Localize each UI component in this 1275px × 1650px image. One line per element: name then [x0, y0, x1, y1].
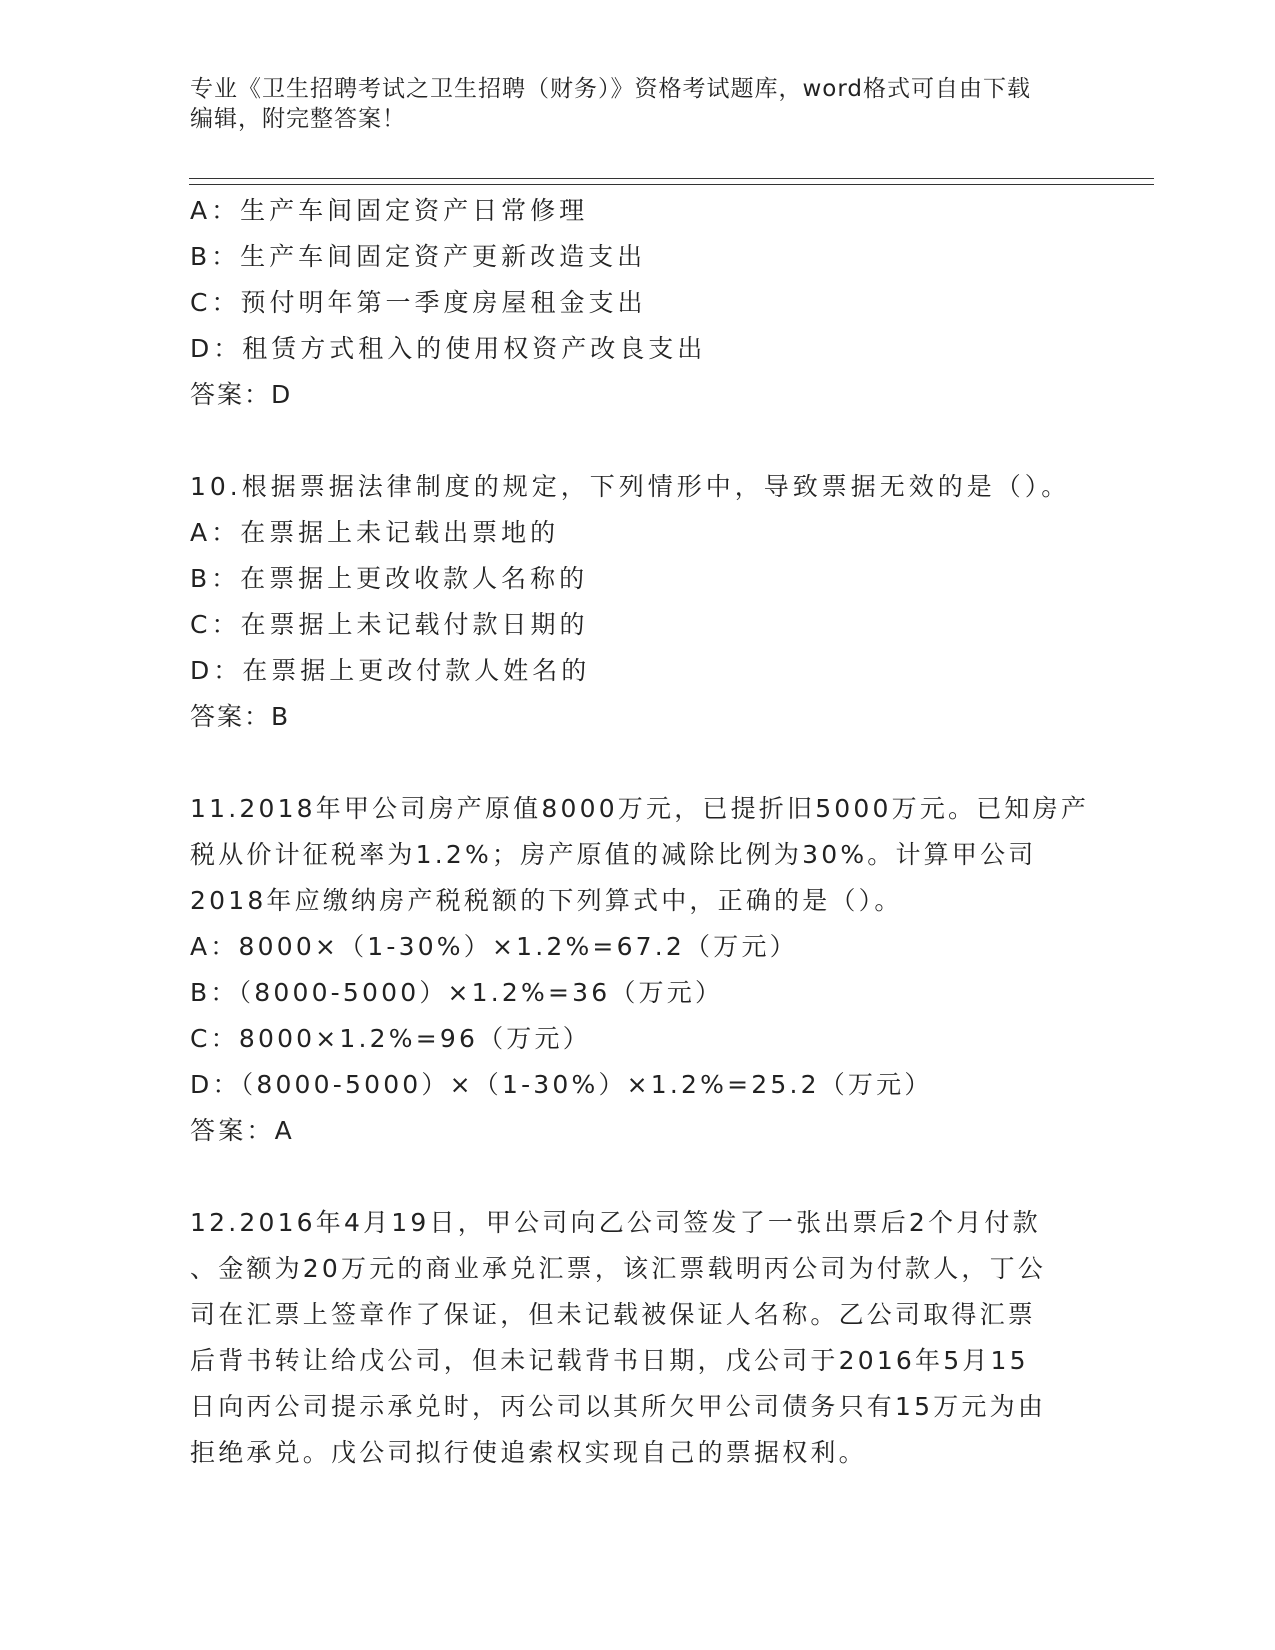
question-stem-line: 拒绝承兑。戊公司拟行使追索权实现自己的票据权利。: [190, 1438, 867, 1467]
question-stem-line: 、金额为20万元的商业承兑汇票，该汇票载明丙公司为付款人，丁公: [190, 1254, 1047, 1283]
header-line-1: 专业《卫生招聘考试之卫生招聘（财务）》资格考试题库，word格式可自由下载: [190, 76, 1032, 102]
option-c: C：预付明年第一季度房屋租金支出: [190, 288, 647, 317]
question-9: [190, 188, 1090, 418]
option-a: A：8000×（1-30%）×1.2%=67.2（万元）: [190, 932, 798, 961]
header-line-2: 编辑，附完整答案！: [190, 106, 406, 132]
question-stem-line: 司在汇票上签章作了保证，但未记载被保证人名称。乙公司取得汇票: [190, 1300, 1037, 1329]
question-10: [190, 464, 1090, 740]
question-stem-line: 日向丙公司提示承兑时，丙公司以其所欠甲公司债务只有15万元为由: [190, 1392, 1047, 1421]
option-d: D：（8000-5000）×（1-30%）×1.2%=25.2（万元）: [190, 1070, 933, 1099]
question-11: [190, 786, 1090, 1154]
option-d: D：在票据上更改付款人姓名的: [190, 656, 591, 685]
question-stem-line: 11.2018年甲公司房产原值8000万元，已提折旧5000万元。已知房产: [190, 794, 1090, 823]
header-divider-top: [189, 178, 1154, 179]
option-d: D：租赁方式租入的使用权资产改良支出: [190, 334, 707, 363]
option-a: A：生产车间固定资产日常修理: [190, 196, 589, 225]
option-c: C：在票据上未记载付款日期的: [190, 610, 589, 639]
spacer: [190, 740, 1090, 786]
spacer: [190, 418, 1090, 464]
header-divider-bottom: [189, 184, 1154, 185]
option-c: C：8000×1.2%=96（万元）: [190, 1024, 591, 1053]
option-b: B：在票据上更改收款人名称的: [190, 564, 589, 593]
option-a: A：在票据上未记载出票地的: [190, 518, 560, 547]
question-stem: 10.根据票据法律制度的规定，下列情形中，导致票据无效的是（）。: [190, 472, 1071, 501]
question-content: [190, 188, 1090, 1476]
question-stem-line: 2018年应缴纳房产税税额的下列算式中，正确的是（）。: [190, 886, 903, 915]
option-b: B：生产车间固定资产更新改造支出: [190, 242, 647, 271]
option-b: B：（8000-5000）×1.2%=36（万元）: [190, 978, 724, 1007]
question-12: [190, 1200, 1090, 1476]
document-header: [190, 74, 1090, 134]
question-stem-line: 税从价计征税率为1.2%；房产原值的减除比例为30%。计算甲公司: [190, 840, 1037, 869]
spacer: [190, 1154, 1090, 1200]
answer: 答案：B: [190, 702, 291, 731]
answer: 答案：A: [190, 1116, 295, 1145]
answer: 答案：D: [190, 380, 293, 409]
question-stem-line: 后背书转让给戊公司，但未记载背书日期，戊公司于2016年5月15: [190, 1346, 1029, 1375]
question-stem-line: 12.2016年4月19日，甲公司向乙公司签发了一张出票后2个月付款: [190, 1208, 1041, 1237]
